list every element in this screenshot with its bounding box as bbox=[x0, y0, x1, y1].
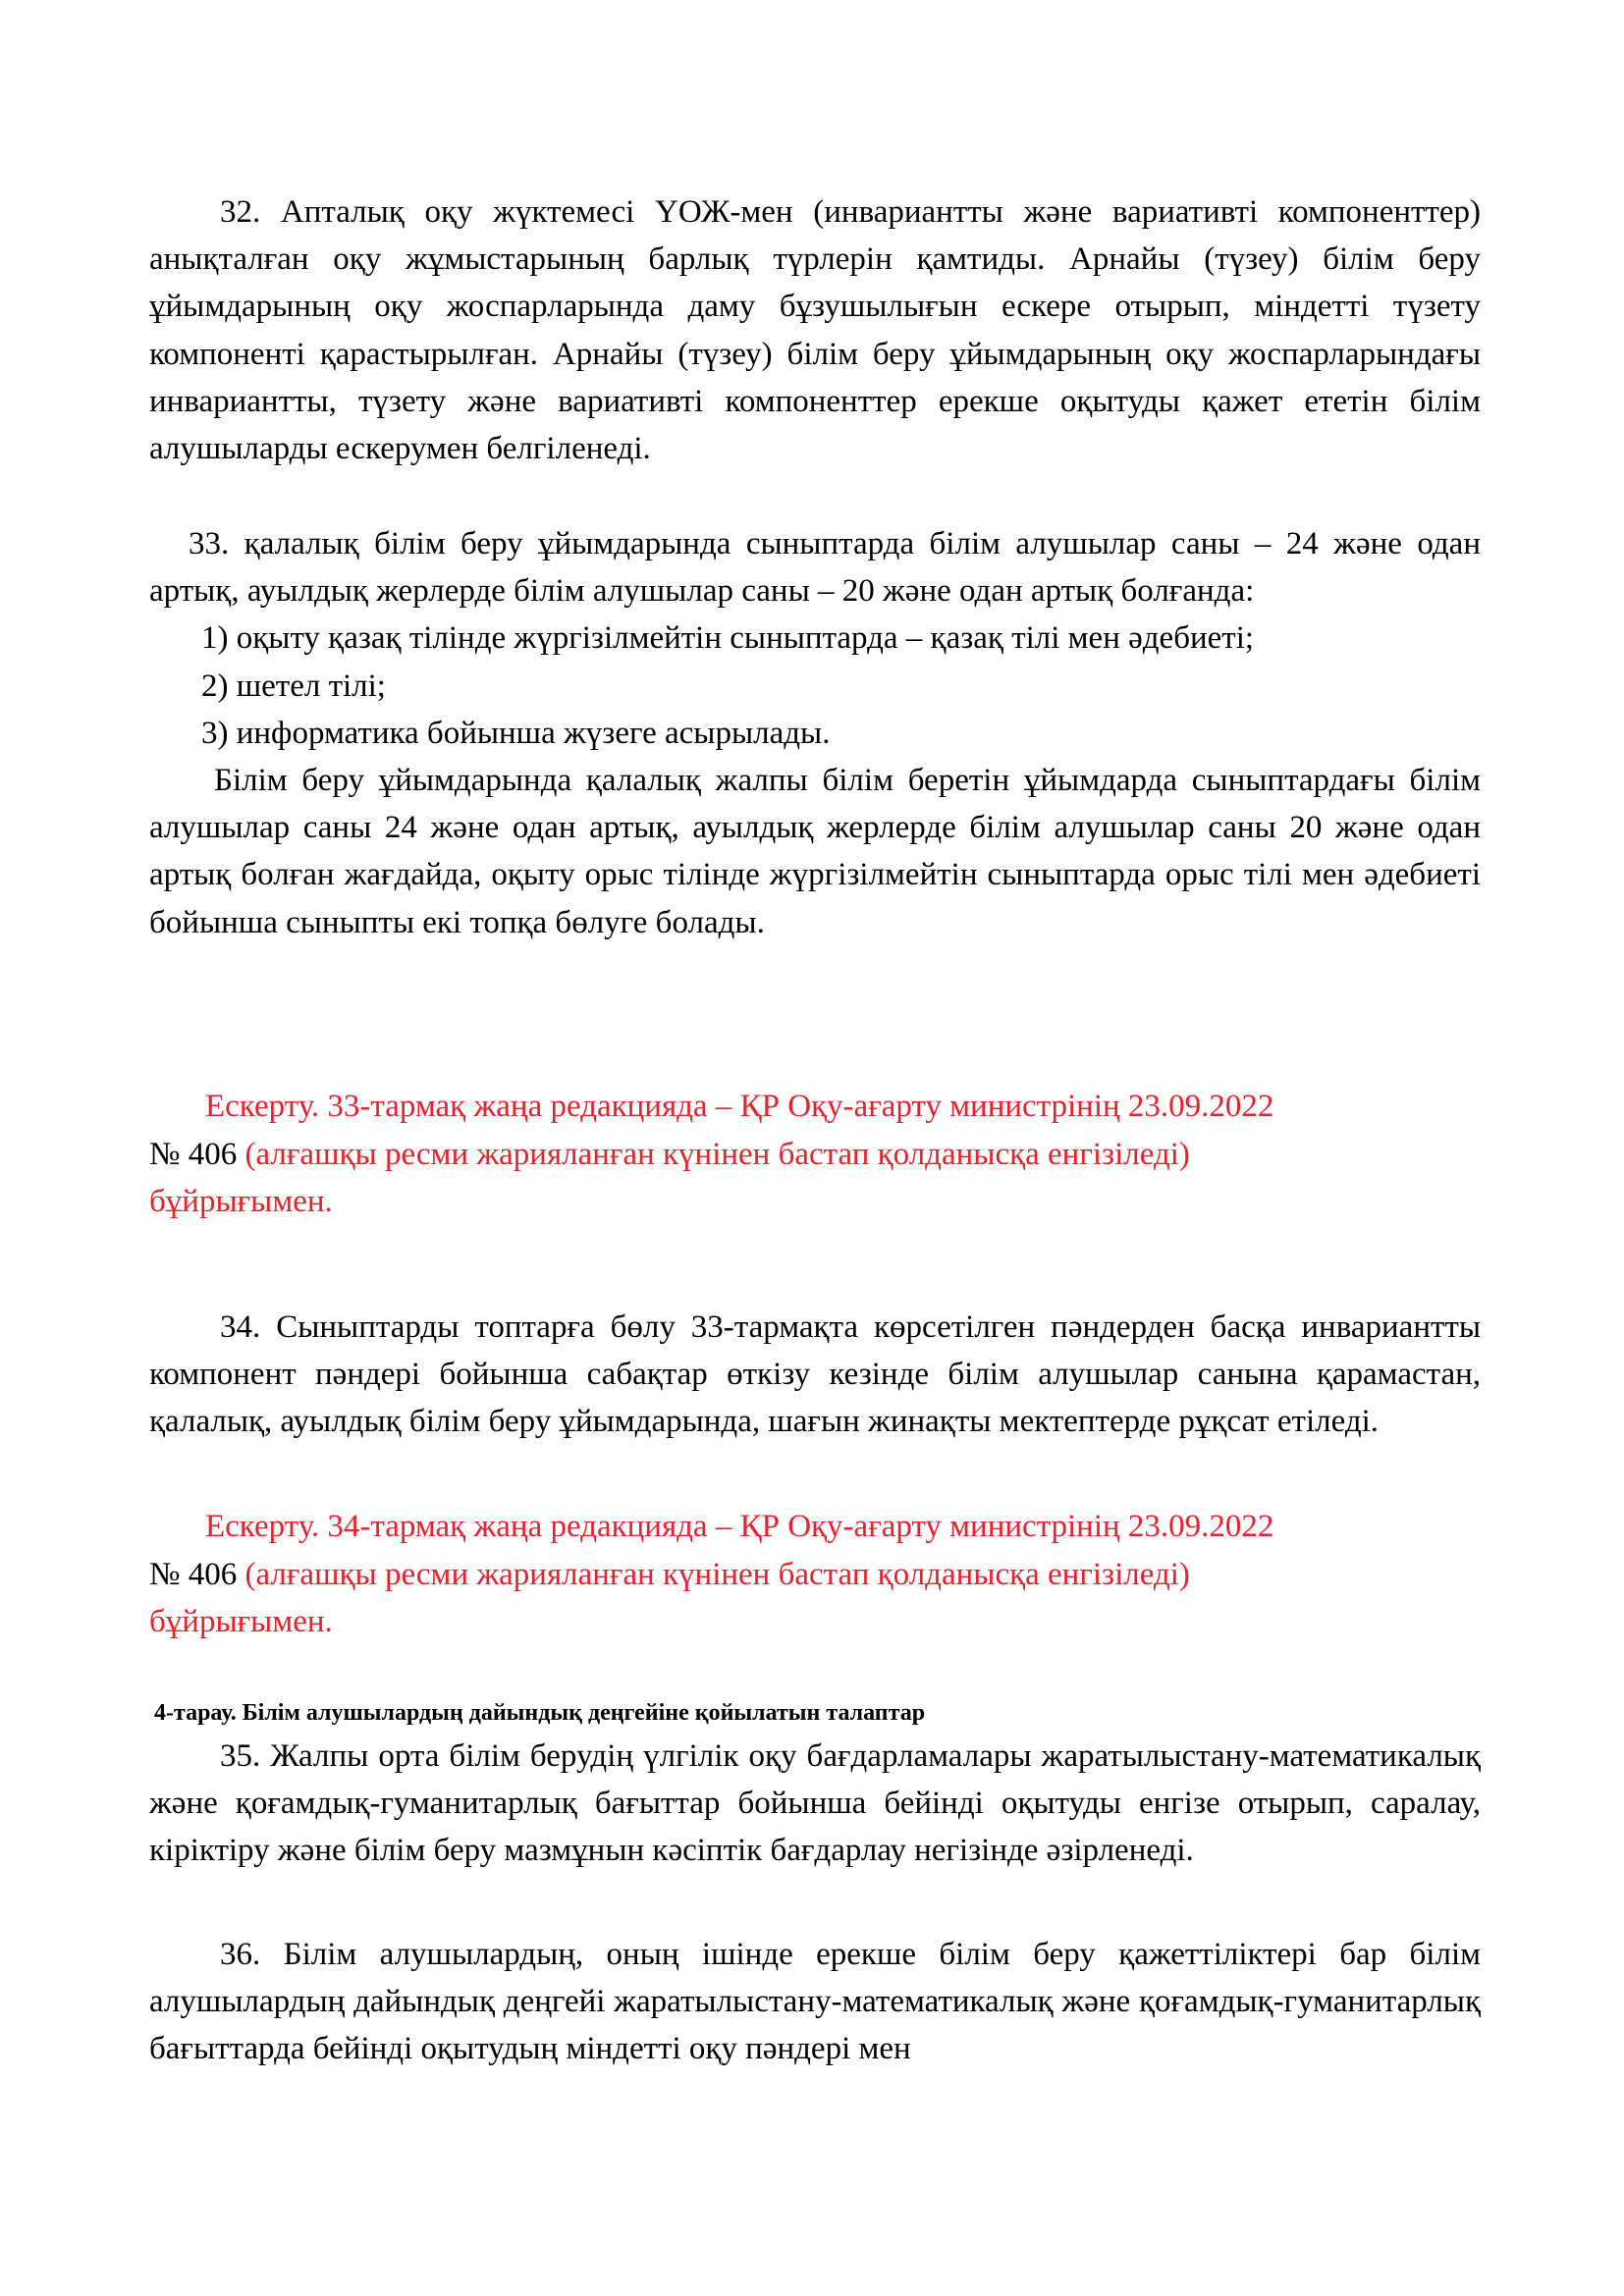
note-33-line1: Ескерту. 33-тармақ жаңа редакцияда – ҚР Оқу-ағарту министрінің 23.09.2022 bbox=[205, 1089, 1274, 1124]
paragraph-32-text: 32. Апталық оқу жүктемесі ҮОЖ-мен (инвариантты және вариативті компоненттер) анықталған оқу жұмыстарының барлық түрлерін қамтиды. Арнайы (түзеу) білім беру ұйымдарының оқу жоспарларында даму бұзушылығын ескере отырып, міндетті түзету компоненті қарастырылған. Арнайы (түзеу) білім беру ұйымдарының оқу жоспарларындағы инвариантты, түзету және вариативті компоненттер ерекше оқытуды қажет ететін білім алушыларды ескерумен белгіленеді. bbox=[149, 194, 1481, 467]
chapter-heading: 4-тарау. Білім алушылардың дайындық деңгейіне қойылатын талаптар bbox=[154, 1700, 926, 1726]
paragraph-34 bbox=[149, 1304, 1481, 1446]
amendment-note-33-cont bbox=[149, 1131, 1481, 1225]
list-item: 3) информатика бойынша жүзеге асырылады. bbox=[201, 715, 831, 751]
paragraph-33-text: 33. қалалық білім беру ұйымдарында сыныптарда білім алушылар саны – 24 және одан артық, ауылдық жерлерде білім алушылар саны – 20 және одан артық болғанда: bbox=[149, 526, 1481, 610]
paragraph-36-text: 36. Білім алушылардың, оның ішінде ерекше білім беру қажеттіліктері бар білім алушылардың дайындық деңгейі жаратылыстану-математикалық және қоғамдық-гуманитарлық бағыттарда бейінді оқытудың міндетті оқу пәндері мен bbox=[149, 1937, 1481, 2067]
list-item: 2) шетел тілі; bbox=[201, 667, 386, 704]
note-34-line1: Ескерту. 34-тармақ жаңа редакцияда – ҚР Оқу-ағарту министрінің 23.09.2022 bbox=[205, 1509, 1274, 1544]
amendment-note-34-cont bbox=[149, 1551, 1481, 1645]
note-34-number: № 406 bbox=[149, 1557, 238, 1592]
paragraph-35 bbox=[149, 1733, 1481, 1875]
paragraph-33 bbox=[149, 520, 1481, 946]
amendment-note-34 bbox=[149, 1503, 1481, 1550]
note-33-line3: бұйрығымен. bbox=[149, 1184, 333, 1220]
paragraph-35-text: 35. Жалпы орта білім берудің үлгілік оқу бағдарламалары жаратылыстану-математикалық және қоғамдық-гуманитарлық бағыттар бойынша бейінді оқытуды енгізе отырып, саралау, кіріктіру және білім беру мазмұнын кәсіптік бағдарлау негізінде әзірленеді. bbox=[149, 1738, 1481, 1869]
paragraph-32 bbox=[149, 188, 1481, 472]
amendment-note-33 bbox=[149, 1083, 1481, 1130]
note-34-line2: (алғашқы ресми жарияланған күнінен бастап қолданысқа енгізіледі) bbox=[237, 1557, 1190, 1592]
note-33-line2: (алғашқы ресми жарияланған күнінен бастап қолданысқа енгізіледі) bbox=[237, 1137, 1190, 1172]
note-34-line3: бұйрығымен. bbox=[149, 1604, 333, 1640]
paragraph-34-text: 34. Сыныптарды топтарға бөлу 33-тармақта көрсетілген пәндерден басқа инвариантты компонент пәндері бойынша сабақтар өткізу кезінде білім алушылар санына қарамастан, қалалық, ауылдық білім беру ұйымдарында, шағын жинақты мектептерде рұқсат етіледі. bbox=[149, 1309, 1481, 1440]
paragraph-33-continuation: Білім беру ұйымдарында қалалық жалпы білім беретін ұйымдарда сыныптардағы білім алушылар саны 24 және одан артық, ауылдық жерлерде білім алушылар саны 20 және одан артық болған жағдайда, оқыту орыс тілінде жүргізілмейтін сыныптарда орыс тілі мен әдебиеті бойынша сыныпты екі топқа бөлуге болады. bbox=[149, 763, 1481, 940]
note-33-number: № 406 bbox=[149, 1137, 238, 1172]
list-item: 1) оқыту қазақ тілінде жүргізілмейтін сыныптарда – қазақ тілі мен әдебиеті; bbox=[201, 620, 1255, 657]
paragraph-36 bbox=[149, 1931, 1481, 2073]
